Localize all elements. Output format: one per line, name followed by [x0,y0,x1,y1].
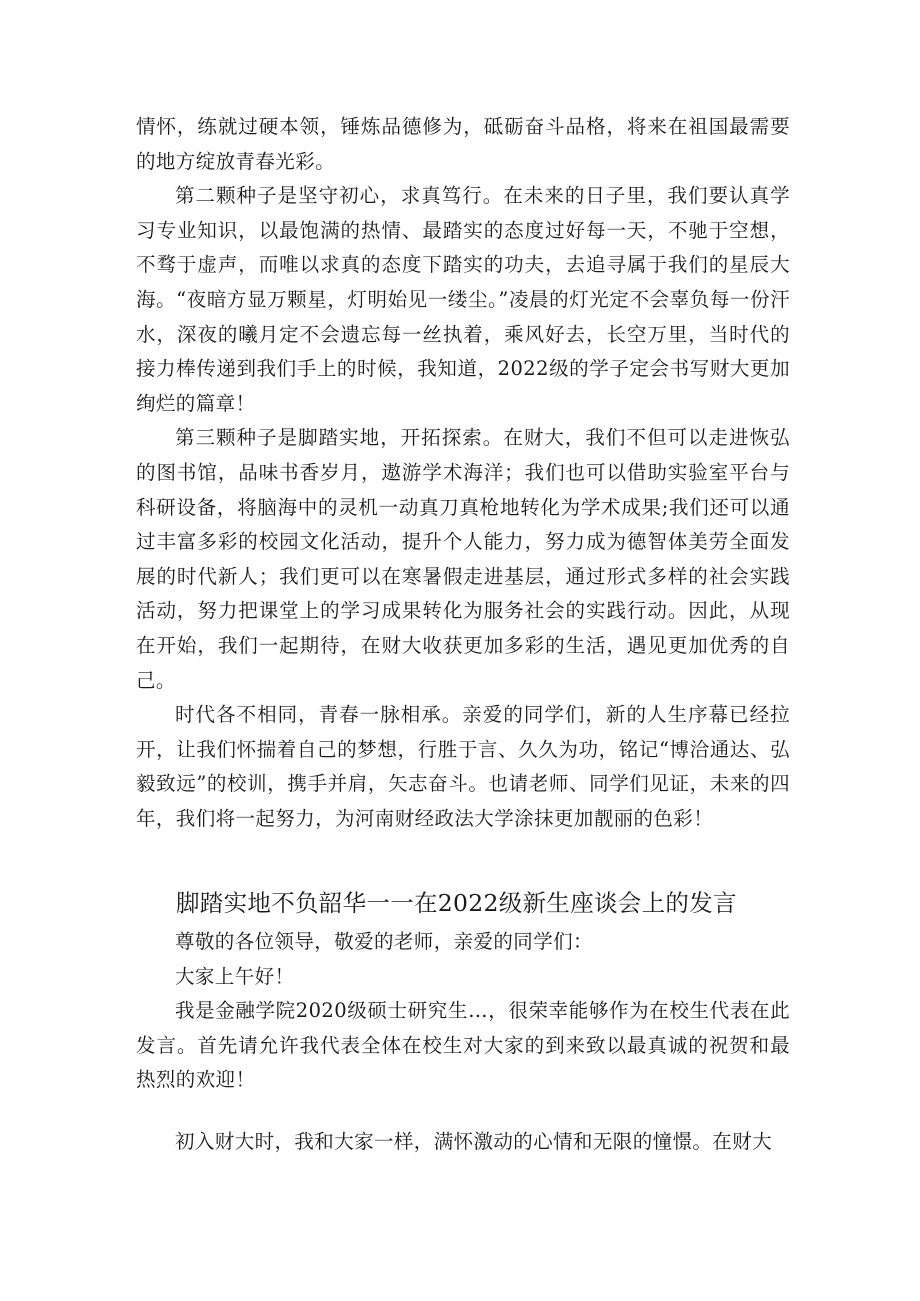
speech-title: 脚踏实地不负韶华一一在2022级新生座谈会上的发言 [176,889,737,917]
paragraph-closing: 时代各不相同，青春一脉相承。亲爱的同学们，新的人生序幕已经拉开，让我们怀揣着自己的梦想，行胜于言、久久为功，铭记“博洽通达、弘毅致远”的校训，携手并肩，矢志奋斗。也请老师、同学们见证，未来的四年，我们将一起努力，为河南财经政法大学涂抹更加靓丽的色彩！ [136,703,790,830]
paragraph-first-impression: 初入财大时，我和大家一样，满怀激动的心情和无限的憧憬。在财大 [175,1130,773,1153]
paragraph-intro: 我是金融学院2020级硕士研究生…，很荣幸能够作为在校生代表在此发言。首先请允许我代表全体在校生对大家的到来致以最真诚的祝贺和最热烈的欢迎！ [136,999,790,1092]
salutation: 尊敬的各位领导，敬爱的老师，亲爱的同学们： [175,930,593,953]
paragraph-second-seed: 第二颗种子是坚守初心，求真笃行。在未来的日子里，我们要认真学习专业知识，以最饱满的热情、最踏实的态度过好每一天，不驰于空想，不骛于虚声，而唯以求真的态度下踏实的功夫，去追寻属于我们的星辰大海。“夜暗方显万颗星，灯明始见一缕尘。”凌晨的灯光定不会辜负每一份汗水，深夜的曦月定不会遗忘每一丝执着，乘风好去，长空万里，当时代的接力棒传递到我们手上的时候，我知道，2022级的学子定会书写财大更加绚烂的篇章！ [136,184,790,415]
speech-body-last [136,1125,790,1160]
paragraph-continuation: 情怀，练就过硬本领，锤炼品德修为，砥砺奋斗品格，将来在祖国最需要的地方绽放青春光彩。 [136,115,790,173]
speech-body-bottom [136,925,790,1098]
greeting: 大家上午好！ [175,964,295,988]
speech-body-top [136,110,790,836]
paragraph-third-seed: 第三颗种子是脚踏实地，开拓探索。在财大，我们不但可以走进恢弘的图书馆，品味书香岁月，遨游学术海洋；我们也可以借助实验室平台与科研设备，将脑海中的灵机一动真刀真枪地转化为学术成果;我们还可以通过丰富多彩的校园文化活动，提升个人能力，努力成为德智体美劳全面发展的时代新人；我们更可以在寒暑假走进基层，通过形式多样的社会实践活动，努力把课堂上的学习成果转化为服务社会的实践行动。因此，从现在开始，我们一起期待，在财大收获更加多彩的生活，遇见更加优秀的自己。 [136,426,790,692]
